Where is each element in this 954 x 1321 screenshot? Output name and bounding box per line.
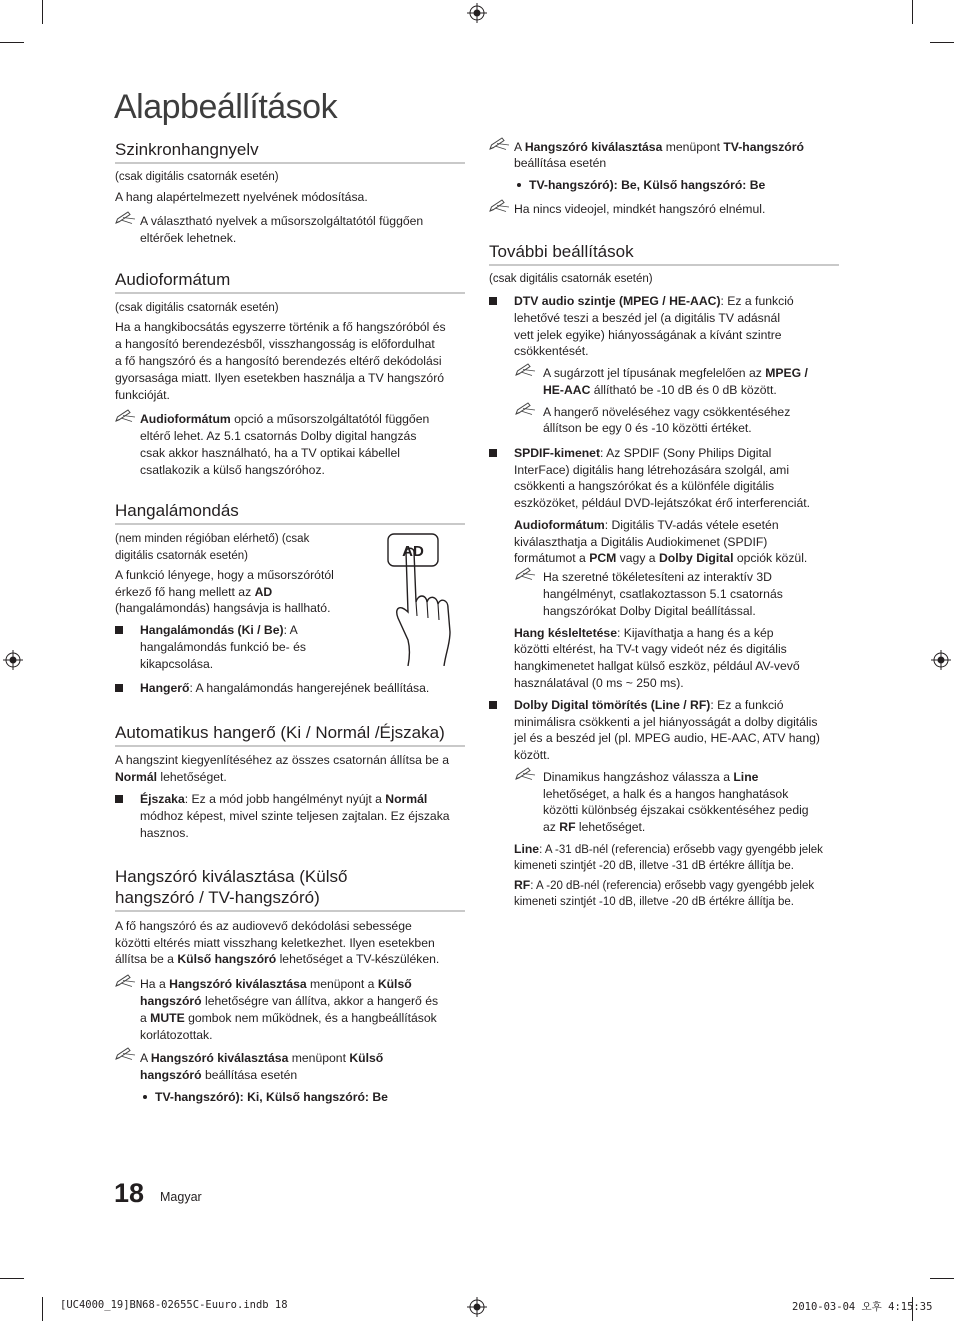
- more-dtv-line: csökkentését.: [514, 344, 589, 358]
- section-heading-ad: Hangalámondás: [115, 501, 239, 520]
- crop-mark: [930, 1278, 954, 1279]
- ad-line: (nem minden régióban elérhető) (csak: [115, 533, 310, 545]
- more-dd-note: Dinamikus hangzáshoz válassza a Line: [543, 770, 759, 784]
- right-note-line: beállítása esetén: [514, 156, 607, 170]
- section-rule: [489, 264, 839, 266]
- ad-bullet-line: Hangerő: A hangalámondás hangerejének beállítása.: [140, 681, 430, 695]
- language-label: Magyar: [160, 1190, 202, 1204]
- more-dtv-line: vett jelek egyike) hiányosságának a kívánt szintre: [514, 328, 782, 342]
- more-dtv-note: HE-AAC állítható be -10 dB és 0 dB között.: [543, 383, 777, 397]
- sync-sub: (csak digitális csatornák esetén): [115, 171, 279, 183]
- more-hk-line: közötti eltérést, ha TV-t vagy videót néz és digitális: [514, 642, 787, 656]
- autovol-line: A hangszint kiegyenlítéséhez az összes csatornán állítsa be a: [115, 753, 450, 767]
- speaker-note-line: Ha a Hangszóró kiválasztása menüpont a Külső: [140, 977, 412, 991]
- more-af-note: hangszórókat Dolby Digital beállítással.: [543, 604, 756, 618]
- more-af-note: hangélményt, csatlakoztasson 5.1 csatornás: [543, 587, 783, 601]
- more-dtv-note: A hangerő növeléséhez vagy csökkentéséhez: [543, 405, 791, 419]
- more-spdif-line: SPDIF-kimenet: Az SPDIF (Sony Philips Digital: [514, 446, 772, 460]
- section-heading-speaker: hangszóró / TV-hangszóró): [115, 888, 320, 907]
- registration-mark-icon: [931, 650, 951, 670]
- more-af-note: Ha szeretné tökéletesíteni az interaktív 3D: [543, 570, 772, 584]
- sync-desc: A hang alapértelmezett nyelvének módosítása.: [115, 190, 368, 204]
- more-spdif-line: InterFace) digitális hang létrehozására szolgál, ami: [514, 463, 790, 477]
- audiofmt-line: gyorsasága miatt. Ilyen esetekben használja a TV hangszóró: [115, 371, 445, 385]
- ad-bullet-line: hangalámondás funkció be- és: [140, 640, 306, 654]
- speaker-note-line: korlátozottak.: [140, 1028, 213, 1042]
- ad-button-hand-icon: [386, 532, 468, 666]
- section-heading-autovolume: Automatikus hangerő (Ki / Normál /Éjszaka): [115, 723, 445, 742]
- speaker-note-line: a MUTE gombok nem működnek, és a hangbeállítások: [140, 1011, 437, 1025]
- registration-mark-icon: [467, 3, 487, 23]
- more-dtv-line: DTV audio szintje (MPEG / HE-AAC): Ez a funkció: [514, 294, 794, 308]
- right-note-line: Ha nincs videojel, mindkét hangszóró elnémul.: [514, 202, 766, 216]
- more-rf-desc: RF: A -20 dB-nél (referencia) erősebb vagy gyengébb jelek: [514, 878, 815, 892]
- svg-text:AD: AD: [402, 543, 424, 560]
- more-spdif-line: csökkenti a hangszórókat és a különféle digitális: [514, 479, 775, 493]
- autovol-bullet-line: hasznos.: [140, 826, 189, 840]
- sync-note-line: A választható nyelvek a műsorszolgáltatótól függően: [140, 214, 424, 228]
- more-dd-note: lehetőséget, a halk és a hangos hanghatások: [543, 787, 789, 801]
- audiofmt-note-line: csatlakozik a külső hangszóróhoz.: [140, 463, 325, 477]
- section-rule: [115, 162, 465, 164]
- more-af-line: formátumot a PCM vagy a Dolby Digital opciók közül.: [514, 551, 808, 565]
- audiofmt-line: funkcióját.: [115, 388, 170, 402]
- speaker-line: állítsa be a Külső hangszóró lehetőséget a TV-készüléken.: [115, 952, 440, 966]
- crop-mark: [0, 42, 24, 43]
- registration-mark-icon: [467, 1297, 487, 1317]
- pencil-note-icon: [515, 402, 537, 416]
- audiofmt-line: a fő hangszóró és a hangosító berendezés eltérő dekódolási: [115, 354, 442, 368]
- section-rule: [115, 292, 465, 294]
- pencil-note-icon: [515, 363, 537, 377]
- right-note-bullet: TV-hangszóró): Be, Külső hangszóró: Be: [529, 178, 766, 192]
- square-bullet: [115, 626, 123, 634]
- pencil-note-icon: [115, 974, 137, 988]
- more-af-line: Audioformátum: Digitális TV-adás vétele esetén: [514, 518, 779, 532]
- more-dd-line: között.: [514, 748, 550, 762]
- section-rule: [115, 745, 465, 747]
- dot-bullet: [517, 183, 521, 187]
- crop-mark: [912, 0, 913, 24]
- more-line-desc: Line: A -31 dB-nél (referencia) erősebb vagy gyengébb jelek: [514, 842, 823, 856]
- sync-note-line: eltérőek lehetnek.: [140, 231, 237, 245]
- footer-file-info: [UC4000_19]BN68-02655C-Euuro.indb 18: [60, 1299, 288, 1311]
- ad-bullet-line: kikapcsolása.: [140, 657, 214, 671]
- pencil-note-icon: [115, 1047, 137, 1061]
- section-heading-audioformat: Audioformátum: [115, 270, 231, 289]
- page-number: 18: [114, 1178, 145, 1208]
- audiofmt-line: a hangosító berendezésből, visszhangosság is előfordulhat: [115, 337, 435, 351]
- speaker-note-line: hangszóró beállítása esetén: [140, 1068, 298, 1082]
- pencil-note-icon: [515, 567, 537, 581]
- more-dtv-line: lehetővé teszi a beszéd jel (a digitális TV adásnál: [514, 311, 781, 325]
- square-bullet: [489, 297, 497, 305]
- speaker-line: A fő hangszóró és az audiovevő dekódolási sebessége: [115, 919, 412, 933]
- autovol-bullet-line: Éjszaka: Ez a mód jobb hangélményt nyújt a Normál: [140, 792, 428, 806]
- autovol-line: Normál lehetőséget.: [115, 770, 227, 784]
- speaker-note-line: A Hangszóró kiválasztása menüpont Külső: [140, 1051, 384, 1065]
- dot-bullet: [143, 1095, 147, 1099]
- more-dtv-note: állítson be egy 0 és -10 közötti értéket.: [543, 421, 752, 435]
- crop-mark: [42, 1297, 43, 1321]
- more-hk-line: hangkimenetet hallgat külső eszköz, például AV-vevő: [514, 659, 800, 673]
- pencil-note-icon: [489, 137, 511, 151]
- page-title: Alapbeállítások: [114, 88, 338, 126]
- audiofmt-sub: (csak digitális csatornák esetén): [115, 302, 279, 314]
- ad-line: érkező fő hang mellett az AD: [115, 585, 273, 599]
- ad-line: (hangalámondás) hangsávja is hallható.: [115, 601, 331, 615]
- audiofmt-note-line: csak akkor használható, ha a TV optikai kábellel: [140, 446, 400, 460]
- section-heading-sync: Szinkronhangnyelv: [115, 140, 259, 159]
- speaker-line: közötti eltérés miatt visszhang keletkezhet. Ilyen esetekben: [115, 936, 435, 950]
- footer-timestamp: 2010-03-04 오후 4:15:35: [792, 1301, 933, 1313]
- pencil-note-icon: [489, 199, 511, 213]
- section-heading-more-settings: További beállítások: [489, 242, 634, 261]
- crop-mark: [0, 1278, 24, 1279]
- registration-mark-icon: [3, 650, 23, 670]
- square-bullet: [489, 449, 497, 457]
- pencil-note-icon: [115, 211, 137, 225]
- speaker-note-line: hangszóró lehetőségre van állítva, akkor a hangerő és: [140, 994, 439, 1008]
- square-bullet: [115, 684, 123, 692]
- pencil-note-icon: [515, 767, 537, 781]
- ad-line: A funkció lényege, hogy a műsorszórótól: [115, 568, 334, 582]
- section-heading-speaker: Hangszóró kiválasztása (Külső: [115, 867, 348, 886]
- more-hk-line: Hang késleltetése: Kijavíthatja a hang és a kép: [514, 626, 774, 640]
- square-bullet: [115, 795, 123, 803]
- more-hk-line: használatával (0 ms ~ 250 ms).: [514, 676, 684, 690]
- section-rule: [115, 910, 465, 912]
- more-dd-line: Dolby Digital tömörítés (Line / RF): Ez a funkció: [514, 698, 784, 712]
- audiofmt-line: Ha a hangkibocsátás egyszerre történik a fő hangszóróból és: [115, 320, 446, 334]
- more-dd-note: közötti különbség éjszakai csökkentéséhez pedig: [543, 803, 809, 817]
- ad-bullet-line: Hangalámondás (Ki / Be): A: [140, 623, 298, 637]
- more-dd-line: minimálisra csökkenti a jel hiányosságát a dolby digitális: [514, 715, 818, 729]
- autovol-bullet-line: módhoz képest, mivel szinte teljesen zajtalan. Ez éjszaka: [140, 809, 450, 823]
- audiofmt-note-line: eltérő lehet. Az 5.1 csatornás Dolby digital hangzás: [140, 429, 417, 443]
- pencil-note-icon: [115, 409, 137, 423]
- crop-mark: [42, 0, 43, 24]
- more-spdif-line: eszközöket, például DVD-lejátszókat érő interferenciát.: [514, 496, 811, 510]
- more-rf-desc: kimeneti szintjét -10 dB, illetve -20 dB értékre állítja be.: [514, 896, 794, 908]
- more-line-desc: kimeneti szintjét -20 dB, illetve -31 dB értékre állítja be.: [514, 860, 794, 872]
- audiofmt-note-line: Audioformátum opció a műsorszolgáltatótól függően: [140, 412, 430, 426]
- crop-mark: [930, 42, 954, 43]
- more-dtv-note: A sugárzott jel típusának megfelelően az MPEG /: [543, 366, 808, 380]
- section-rule: [115, 523, 465, 525]
- ad-line: digitális csatornák esetén): [115, 550, 248, 562]
- right-note-line: A Hangszóró kiválasztása menüpont TV-hangszóró: [514, 140, 804, 154]
- square-bullet: [489, 701, 497, 709]
- more-af-line: kiválaszthatja a Digitális Audiokimenet (SPDIF): [514, 535, 768, 549]
- speaker-note-bullet: TV-hangszóró): Ki, Külső hangszóró: Be: [155, 1090, 388, 1104]
- more-sub: (csak digitális csatornák esetén): [489, 273, 653, 285]
- more-dd-line: jel és a beszéd jel (pl. MPEG audio, HE-AAC, ATV hang): [514, 731, 820, 745]
- more-dd-note: az RF lehetőséget.: [543, 820, 646, 834]
